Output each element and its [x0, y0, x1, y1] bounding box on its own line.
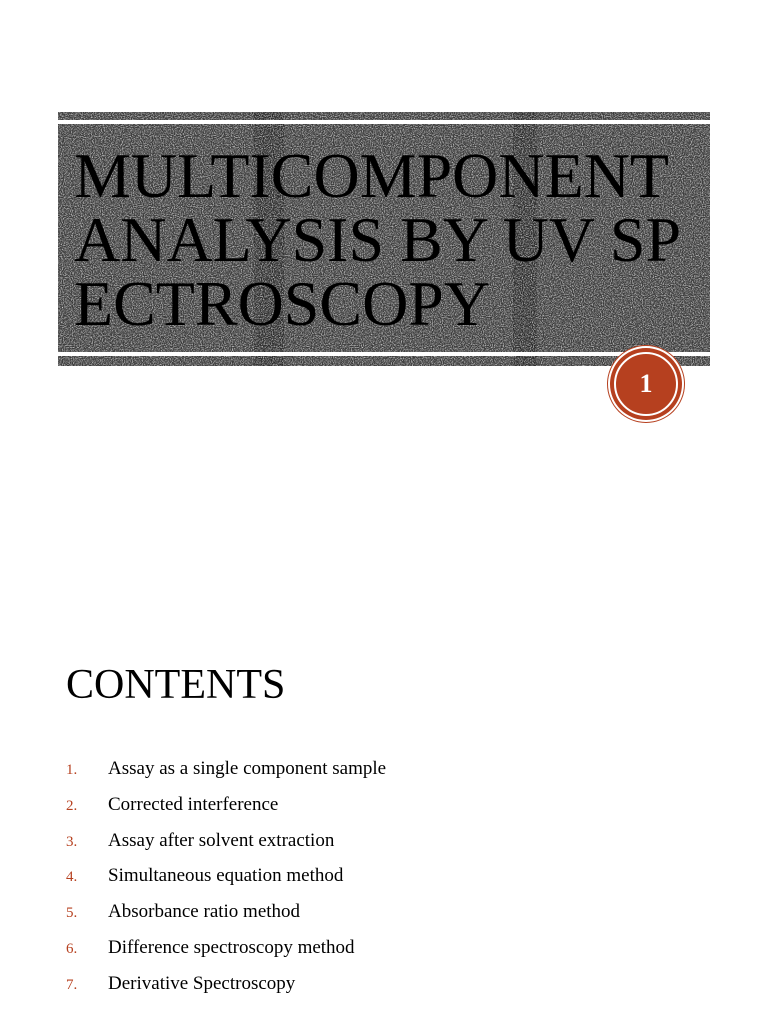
contents-list [66, 756, 706, 1007]
title-banner [58, 112, 710, 366]
list-text: Simultaneous equation method [108, 865, 344, 887]
list-item [66, 792, 706, 828]
list-text: Absorbance ratio method [108, 901, 301, 923]
list-item [66, 899, 706, 935]
list-item [66, 971, 706, 1007]
slide-number-badge [608, 346, 684, 422]
slide-number: 1 [639, 369, 653, 398]
list-text: Derivative Spectroscopy [108, 972, 296, 994]
list-text: Assay after solvent extraction [108, 829, 335, 851]
list-text: Assay as a single component sample [108, 758, 387, 779]
list-number: 1. [66, 762, 78, 778]
list-number: 6. [66, 940, 78, 957]
list-item [66, 756, 706, 792]
list-item [66, 863, 706, 899]
list-number: 3. [66, 833, 78, 850]
list-number: 2. [66, 797, 78, 814]
list-text: Difference spectroscopy method [108, 936, 355, 958]
list-number: 5. [66, 905, 78, 922]
list-number: 7. [66, 976, 78, 993]
top-rule [58, 120, 710, 124]
list-item [66, 935, 706, 971]
contents-heading: CONTENTS [66, 662, 286, 708]
list-text: Corrected interference [108, 793, 279, 815]
list-item [66, 828, 706, 864]
list-number: 4. [66, 869, 78, 886]
slide-title: MULTICOMPONENT ANALYSIS BY UV SPECTROSCOPY [74, 140, 682, 339]
